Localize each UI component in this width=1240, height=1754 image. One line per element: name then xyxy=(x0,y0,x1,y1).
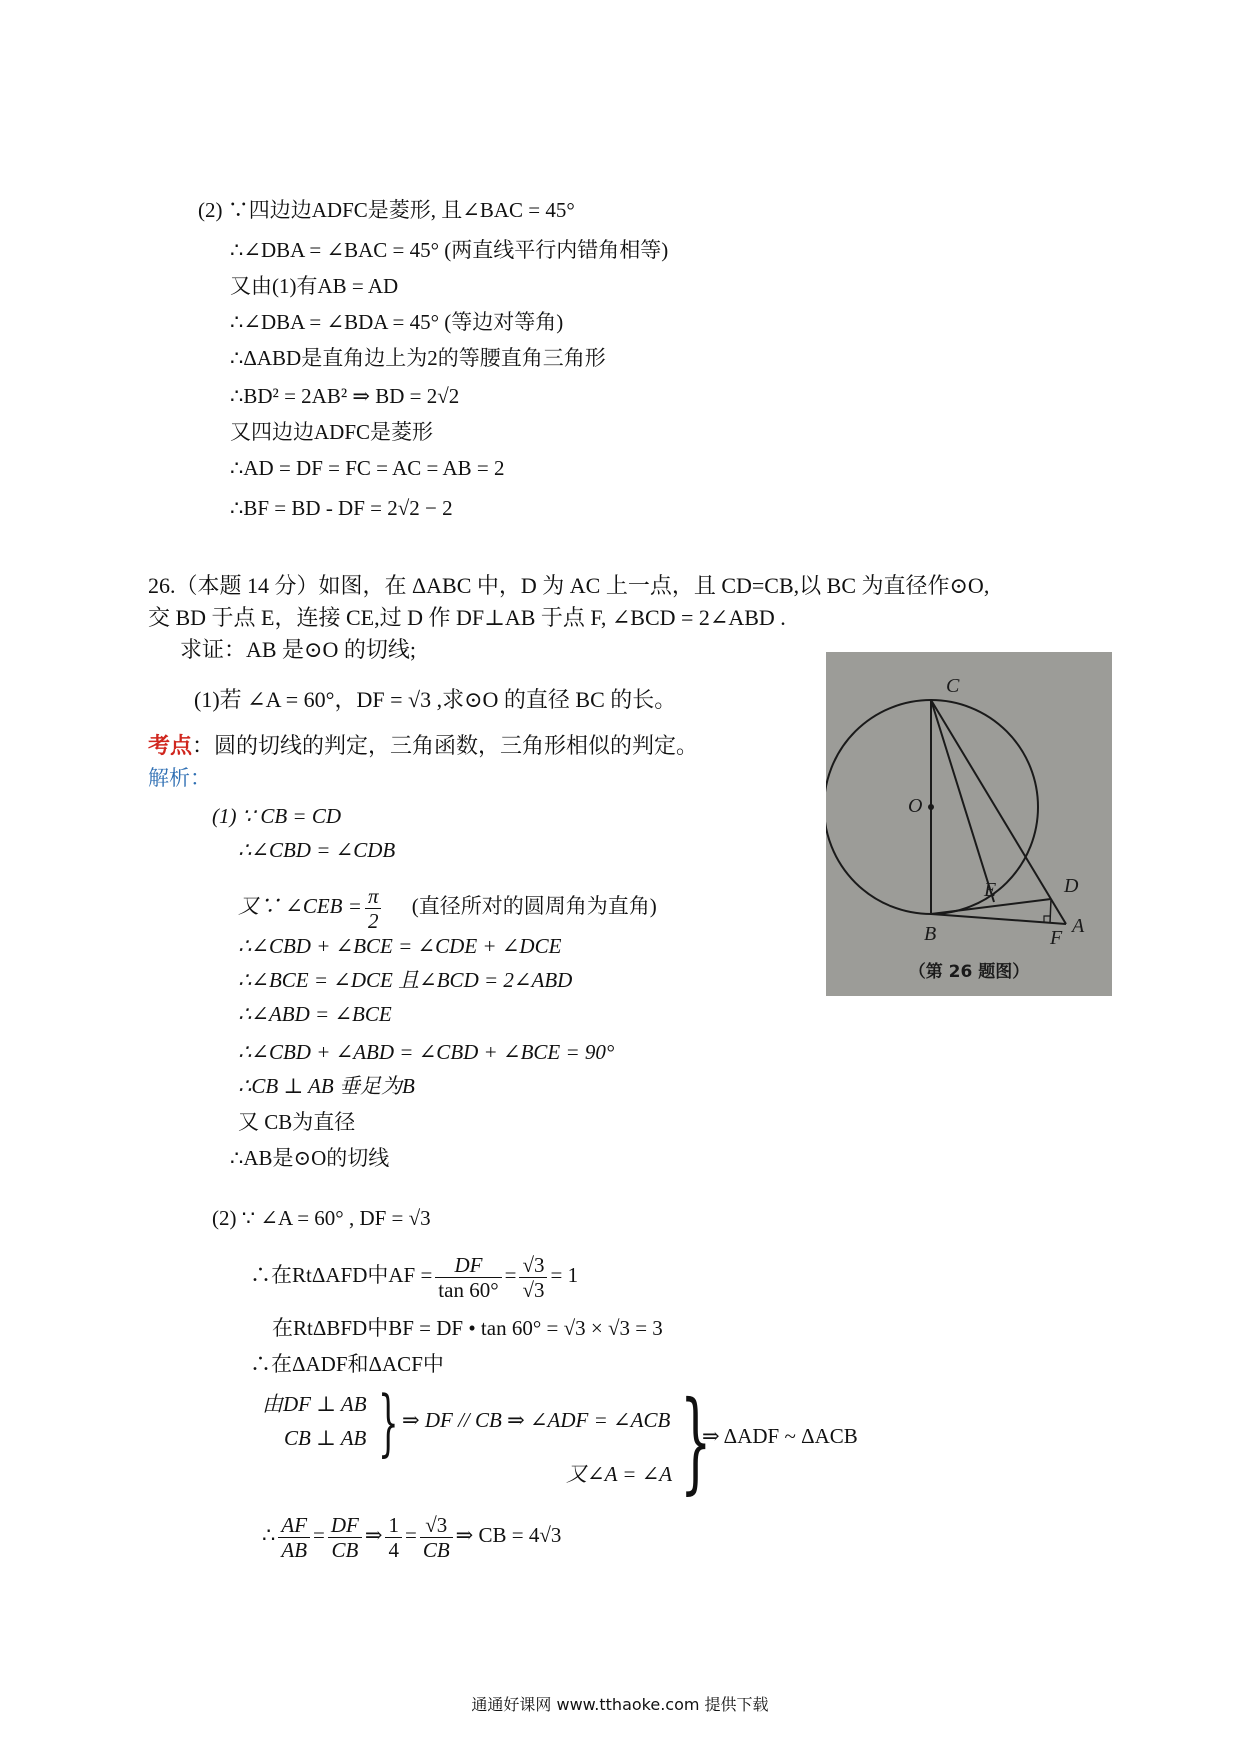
sol1-line-3-pre: 又∵ ∠CEB = xyxy=(238,894,362,918)
sqrt-numerator: √3 xyxy=(519,1253,547,1278)
part2-line-4: ∴∠DBA = ∠BDA = 45° (等边对等角) xyxy=(230,310,564,334)
fraction-numerator: π xyxy=(365,884,382,909)
sol1-line-9: 又 CB为直径 xyxy=(238,1110,356,1134)
sol1-line-2: ∴∠CBD = ∠CDB xyxy=(238,838,396,862)
part2-line-8: ∴AD = DF = FC = AC = AB = 2 xyxy=(230,456,505,480)
part2-line-6: ∴BD² = 2AB² ⇒ BD = 2√2 xyxy=(230,384,460,408)
label-e: E xyxy=(984,879,997,901)
sol1-line-5: ∴∠BCE = ∠DCE 且∠BCD = 2∠ABD xyxy=(238,968,573,992)
ratio-1-den: AB xyxy=(281,1537,308,1562)
sol2-line-5e: ⇒ ΔADF ~ ΔACB xyxy=(702,1424,858,1448)
af-denominator: tan 60° xyxy=(438,1277,499,1302)
sol1-line-6: ∴∠ABD = ∠BCE xyxy=(238,1002,392,1026)
sol2-line-4: ∴在ΔADF和ΔACF中 xyxy=(250,1352,444,1376)
figure-svg xyxy=(826,652,1112,996)
sol2-line-6-pre: ∴ xyxy=(262,1523,276,1547)
ratio-1-4 xyxy=(385,1513,402,1562)
label-o: O xyxy=(908,795,923,817)
part2-line-9: ∴BF = BD - DF = 2√2 − 2 xyxy=(230,496,453,520)
jiexi-label: 解析： xyxy=(148,766,211,790)
fraction-denominator: 2 xyxy=(367,908,379,933)
label-d: D xyxy=(1064,875,1079,897)
ratio-4-den: CB xyxy=(422,1537,450,1562)
sol2-line-5c: ⇒ DF // CB ⇒ ∠ADF = ∠ACB xyxy=(402,1408,671,1432)
part2-line-7: 又四边边ADFC是菱形 xyxy=(230,420,434,444)
sol2-line-5a: 由DF ⊥ AB xyxy=(262,1392,367,1416)
geometry-figure xyxy=(826,652,1112,996)
segment-df xyxy=(1050,899,1051,923)
sol2-line-2-pre: ∴在RtΔAFD中AF = xyxy=(250,1263,433,1287)
kaodian-label: 考点 xyxy=(148,733,193,758)
problem-line-3: 求证：AB 是⊙O 的切线; xyxy=(180,637,416,662)
part2-line-3: 又由(1)有AB = AD xyxy=(230,274,399,298)
sqrt-denominator: √3 xyxy=(522,1277,545,1302)
sol1-line-3 xyxy=(238,878,657,934)
ratio-df-cb xyxy=(328,1513,362,1562)
label-b: B xyxy=(924,923,937,945)
part2-line-2: ∴∠DBA = ∠BAC = 45° (两直线平行内错角相等) xyxy=(230,238,669,262)
label-c: C xyxy=(946,675,960,697)
segment-ce xyxy=(931,700,997,902)
sol2-line-5b: CB ⊥ AB xyxy=(284,1426,367,1450)
figure-caption: （第 26 题图） xyxy=(908,962,1030,982)
sol2-line-5d: 又∠A = ∠A xyxy=(566,1462,673,1486)
sol1-line-3-post: (直径所对的圆周角为直角) xyxy=(411,894,657,918)
sol1-line-8: ∴CB ⊥ AB 垂足为B xyxy=(238,1074,415,1098)
kaodian-line xyxy=(148,732,698,760)
problem-line-1: 26.（本题 14 分）如图，在 ΔABC 中，D 为 AC 上一点，且 CD=CB,以 BC 为直径作⊙O, xyxy=(148,573,990,598)
ratio-4-num: √3 xyxy=(420,1513,453,1538)
center-dot xyxy=(928,804,934,810)
right-angle-mark xyxy=(1044,916,1050,922)
sol2-line-3: 在RtΔBFD中BF = DF • tan 60° = √3 × √3 = 3 xyxy=(272,1316,663,1340)
ratio-3-num: 1 xyxy=(385,1513,402,1538)
sol1-line-7: ∴∠CBD + ∠ABD = ∠CBD + ∠BCE = 90° xyxy=(238,1040,615,1064)
part2-line-1: (2) ∵四边边ADFC是菱形, 且∠BAC = 45° xyxy=(198,198,575,222)
ratio-2-den: CB xyxy=(331,1537,359,1562)
sol1-fraction xyxy=(365,884,382,933)
sol2-line-2-eq: = xyxy=(504,1263,517,1287)
ratio-sqrt3-cb xyxy=(420,1513,453,1562)
ratio-3-den: 4 xyxy=(388,1537,399,1562)
problem-line-4: (1)若 ∠A = 60°，DF = √3 ,求⊙O 的直径 BC 的长。 xyxy=(194,687,677,712)
label-a: A xyxy=(1072,915,1085,937)
sol1-line-10: ∴AB是⊙O的切线 xyxy=(230,1146,390,1170)
footer: 通通好课网 www.tthaoke.com 提供下载 xyxy=(471,1695,769,1714)
sol2-line-2 xyxy=(250,1242,578,1308)
sol1-line-1: (1) ∵ CB = CD xyxy=(212,804,342,828)
segment-bd xyxy=(931,899,1051,914)
af-numerator: DF xyxy=(435,1253,501,1278)
problem-line-2: 交 BD 于点 E，连接 CE,过 D 作 DF⊥AB 于点 F, ∠BCD = 2∠ABD . xyxy=(148,605,786,630)
kaodian-text: ：圆的切线的判定，三角函数，三角形相似的判定。 xyxy=(192,733,699,758)
ratio-1-num: AF xyxy=(278,1513,310,1538)
sol2-line-6: ∴ $\frac{AF}{AB}$ = $\frac{DF}{CB}$ ⇒ $\frac{1}{4}$ = $\frac{√3}{CB}$ ⇒ CB = 4√3 xyxy=(262,1512,562,1562)
label-f: F xyxy=(1050,927,1063,949)
sol2-line-2-post: = 1 xyxy=(550,1263,579,1287)
sol1-line-4: ∴∠CBD + ∠BCE = ∠CDE + ∠DCE xyxy=(238,934,562,958)
inner-brace: } xyxy=(378,1380,399,1464)
sol2-line-1: (2) ∵ ∠A = 60° , DF = √3 xyxy=(212,1206,431,1230)
sqrt-fraction xyxy=(519,1253,547,1302)
part2-line-5: ∴ΔABD是直角边上为2的等腰直角三角形 xyxy=(230,346,606,370)
sol2-line-6-post: ⇒ CB = 4√3 xyxy=(455,1523,562,1547)
outer-brace: } xyxy=(680,1377,712,1505)
ratio-2-num: DF xyxy=(328,1513,362,1538)
ratio-af-ab xyxy=(278,1513,310,1562)
af-fraction xyxy=(435,1253,501,1302)
